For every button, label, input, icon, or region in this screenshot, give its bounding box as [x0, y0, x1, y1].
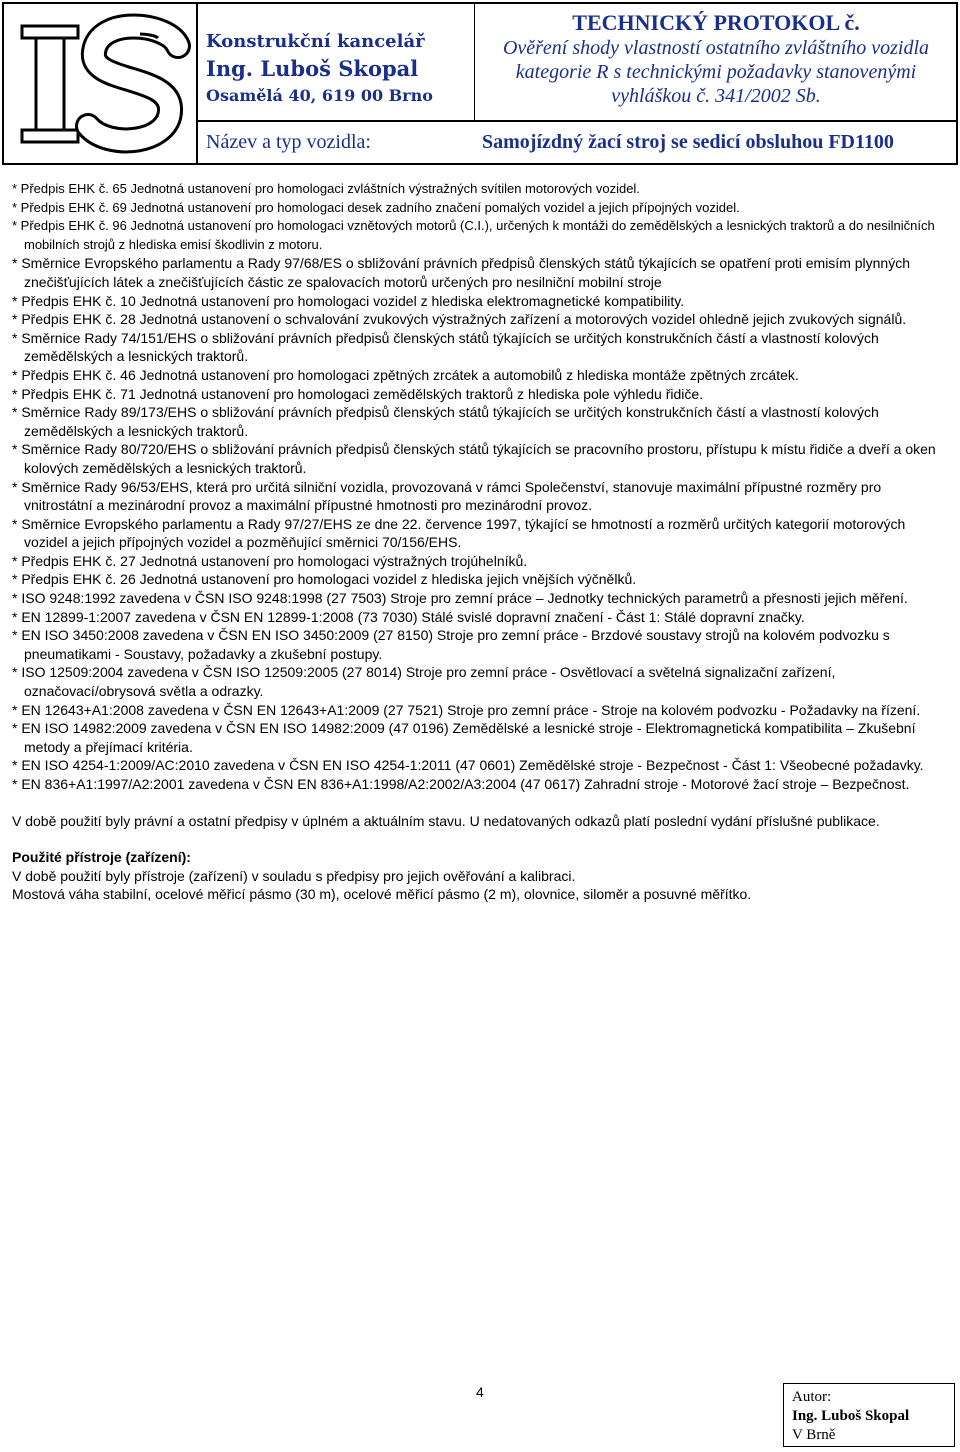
company-address: Osamělá 40, 619 00 Brno — [206, 86, 433, 105]
regulation-item: * Předpis EHK č. 27 Jednotná ustanovení pro homologaci výstražných trojúhelníků. — [12, 552, 528, 569]
regulation-item: * Předpis EHK č. 46 Jednotná ustanovení pro homologaci zpětných zrcátek a automobilů z hlediska montáže zpětných zrcátek. — [12, 366, 799, 383]
regulation-item: * EN 12643+A1:2008 zavedena v ČSN EN 12643+A1:2009 (27 7521) Stroje pro zemní práce - Stroje na kolovém podvozku - Požadavky na řízení. — [12, 701, 921, 718]
protocol-subtitle-2: kategorie R s technickými požadavky stanovenými — [515, 61, 917, 83]
header-divider-left — [196, 4, 198, 163]
company-name: Konstrukční kancelář — [206, 31, 425, 52]
protocol-title: TECHNICKÝ PROTOKOL č. — [572, 10, 860, 35]
regulation-item: * Směrnice Rady 80/720/EHS o sbližování právních předpisů členských států týkajících se pracovního prostoru, přístupu k místu řidiče a dveří a oken kolových zemědělských a lesnických traktorů. — [12, 441, 936, 476]
author-name: Ing. Luboš Skopal — [792, 1408, 910, 1424]
protocol-subtitle-1: Ověření shody vlastností ostatního zvláštního vozidla — [502, 37, 930, 59]
page-number: 4 — [476, 1384, 484, 1400]
regulation-item: * Předpis EHK č. 26 Jednotná ustanovení pro homologaci vozidel z hlediska jejich vnějších výčnělků. — [12, 571, 637, 588]
regulation-item: * Směrnice Evropského parlamentu a Rady 97/27/EHS ze dne 22. července 1997, týkající se hmotností a rozměrů určitých kategorií motorových vozidel a jejich přípojných vozidel a pozměňující směrnici 70/156/EHS. — [12, 515, 906, 551]
regulation-item: * EN ISO 14982:2009 zavedena v ČSN EN ISO 14982:2009 (47 0196) Zemědělské a lesnické stroje - Elektromagnetická kompatibilita – Zkušební metody a přejímací kritéria. — [12, 720, 916, 755]
regulation-item: * EN 836+A1:1997/A2:2001 zavedena v ČSN EN 836+A1:1998/A2:2002/A3:2004 (47 0617) Zahradní stroje - Motorové žací stroje – Bezpečnost. — [12, 776, 910, 792]
author-label: Autor: — [792, 1389, 832, 1405]
instruments-heading: Použité přístroje (zařízení): — [12, 849, 191, 866]
vehicle-name: Samojízdný žací stroj se sedicí obsluhou FD1100 — [482, 131, 894, 153]
validity-notice: V době použití byly právní a ostatní předpisy v úplném a aktuálním stavu. U nedatovaných odkazů platí poslední vydání příslušné publikace. — [12, 812, 880, 829]
instruments-text-2: Mostová váha stabilní, ocelové měřicí pásmo (30 m), ocelové měřicí pásmo (2 m), olovnice, siloměr a posuvné měřítko. — [12, 886, 752, 903]
company-owner: Ing. Luboš Skopal — [206, 56, 419, 81]
regulation-item: * Směrnice Evropského parlamentu a Rady 97/68/ES o sbližování právních předpisů členských států týkajících se opatření proti emisím plynných znečišťujících látek a znečišťujících částic ze spalovacích motorů určených pro nesilniční mobilní stroje — [12, 255, 911, 290]
regulation-item: * Předpis EHK č. 10 Jednotná ustanovení pro homologaci vozidel z hlediska elektromagnetické kompatibility. — [12, 292, 685, 309]
vehicle-label: Název a typ vozidla: — [206, 131, 371, 153]
document-body — [12, 180, 952, 904]
author-city: V Brně — [792, 1427, 836, 1443]
instruments-text-1: V době použití byly přístroje (zařízení) v souladu s předpisy pro jejich ověřování a kalibraci. — [12, 867, 576, 884]
header-divider-mid — [474, 4, 475, 122]
regulation-item: * Směrnice Rady 89/173/EHS o sbližování právních předpisů členských států týkajících se určitých konstrukčních částí a vlastností kolových zemědělských a lesnických traktorů. — [12, 404, 879, 439]
regulation-item: * EN ISO 3450:2008 zavedena v ČSN EN ISO 3450:2009 (27 8150) Stroje pro zemní práce - Brzdové soustavy strojů na kolovém podvozku s pneumatikami - Soustavy, požadavky a zkušební postupy. — [12, 627, 890, 662]
author-box — [783, 1383, 955, 1447]
is-logo-icon — [8, 8, 192, 158]
regulation-item: * Předpis EHK č. 96 Jednotná ustanovení pro homologaci vznětových motorů (C.I.), určených k montáži do zemědělských a lesnických traktorů a do nesilničních mobilních strojů z hlediska emisí škodlivin z motoru. — [12, 218, 935, 252]
regulation-item: * ISO 12509:2004 zavedena v ČSN ISO 12509:2005 (27 8014) Stroje pro zemní práce - Osvětlovací a světelná signalizační zařízení, označovací/obrysová světla a odrazky. — [12, 664, 836, 700]
protocol-block — [478, 10, 954, 108]
regulation-item: * Směrnice Rady 96/53/EHS, která pro určitá silniční vozidla, provozovaná v rámci Společenství, stanovuje maximální přípustné rozměry pro vnitrostátní a mezinárodní provoz a maximální přípustné hmotnosti pro mezinárodní provoz. — [12, 478, 882, 514]
regulation-item: * Předpis EHK č. 28 Jednotná ustanovení o schvalování zvukových výstražných zařízení a motorových vozidel ohledně jejich zvukových signálů. — [12, 311, 907, 328]
header-divider-horizontal — [196, 120, 956, 122]
page-header — [0, 0, 960, 166]
company-block — [206, 30, 468, 108]
regulation-item: * Předpis EHK č. 71 Jednotná ustanovení pro homologaci zemědělských traktorů z hlediska pole výhledu řidiče. — [12, 385, 704, 402]
regulation-item: * Směrnice Rady 74/151/EHS o sbližování právních předpisů členských států týkajících se určitých konstrukčních částí a vlastností kolových zemědělských a lesnických traktorů. — [12, 329, 879, 365]
regulation-item: * ISO 9248:1992 zavedena v ČSN ISO 9248:1998 (27 7503) Stroje pro zemní práce – Jednotky technických parametrů a přesnosti jejich měření. — [12, 590, 908, 607]
regulation-item: * Předpis EHK č. 65 Jednotná ustanovení pro homologaci zvláštních výstražných svítilen motorových vozidel. — [12, 181, 640, 196]
regulation-item: * Předpis EHK č. 69 Jednotná ustanovení pro homologaci desek zadního značení pomalých vozidel a jejich přípojných vozidel. — [12, 199, 740, 215]
regulation-item: * EN ISO 4254-1:2009/AC:2010 zavedena v ČSN EN ISO 4254-1:2011 (47 0601) Zemědělské stroje - Bezpečnost - Část 1: Všeobecné požadavky. — [12, 757, 924, 774]
protocol-subtitle-3: vyhláškou č. 341/2002 Sb. — [611, 85, 821, 107]
regulation-item: * EN 12899-1:2007 zavedena v ČSN EN 12899-1:2008 (73 7030) Stálé svislé dopravní značení - Část 1: Stálé dopravní značky. — [12, 608, 805, 625]
